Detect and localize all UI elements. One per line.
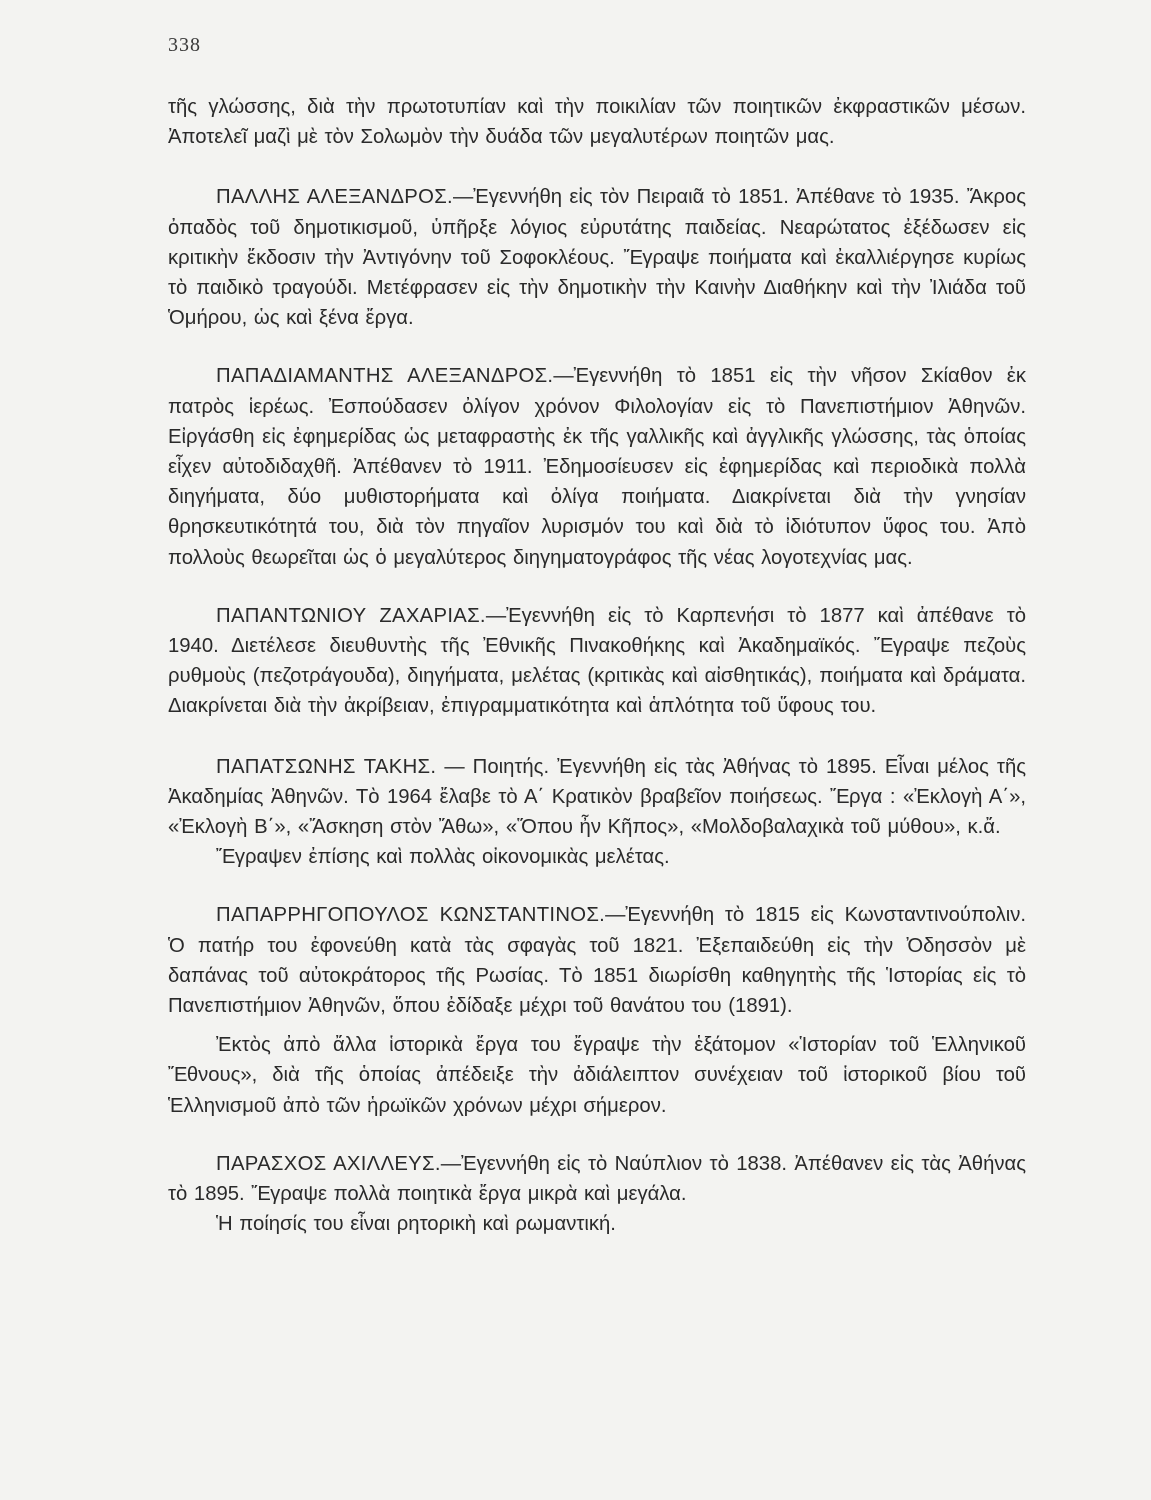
entry-name: ΠΑΠΑΝΤΩΝΙΟΥ ΖΑΧΑΡΙΑΣ. <box>216 604 486 627</box>
entry-paragraph <box>168 601 1026 722</box>
entry-name: ΠΑΛΛΗΣ ΑΛΕΞΑΝΔΡΟΣ. <box>216 186 453 209</box>
entry-paragraph: Ἔγραψεν ἐπίσης καὶ πολλὰς οἰκονομικὰς μελέτας. <box>216 846 670 869</box>
entry-text: —Ἐγεννήθη εἰς τὸν Πειραιᾶ τὸ 1851. Ἀπέθανε τὸ 1935. Ἄκρος ὀπαδὸς τοῦ δημοτικισμοῦ, ὑπῆρξε λόγιος εὐρυτάτης παιδείας. Νεαρώτατος ἐξέδωσεν εἰς κριτικὴν ἔκδοσιν τὴν Ἀντιγόνην τοῦ Σοφοκλέους. Ἔγραψε ποιήματα καὶ ἐκαλλιέργησε κυρίως τὸ παιδικὸ τραγούδι. Μετέφρασεν εἰς τὴν δημοτικὴν τὴν Καινὴν Διαθήκην καὶ τὴν Ἰλιάδα τοῦ Ὁμήρου, ὡς καὶ ξένα ἔργα. <box>168 186 1026 330</box>
entry-paragraph <box>168 182 1026 333</box>
entry-intro <box>168 92 1026 152</box>
entry-paragraph <box>168 1149 1026 1209</box>
entry-paragraph <box>168 361 1026 572</box>
entry-name: ΠΑΠΑΡΡΗΓΟΠΟΥΛΟΣ ΚΩΝΣΤΑΝΤΙΝΟΣ. <box>216 904 606 927</box>
entry-paragraph: τῆς γλώσσης, διὰ τὴν πρωτοτυπίαν καὶ τὴν ποικιλίαν τῶν ποιητικῶν ἐκφραστικῶν μέσων. Ἀποτελεῖ μαζὶ μὲ τὸν Σολωμὸν τὴν δυάδα τῶν μεγαλυτέρων ποιητῶν μας. <box>168 96 1026 149</box>
entry-papadiamantis <box>168 361 1026 572</box>
page-content <box>168 92 1026 1240</box>
entry-paragraph <box>168 900 1026 1021</box>
entry-paragraph: Ἡ ποίησίς του εἶναι ρητορικὴ καὶ ρωμαντική. <box>216 1213 616 1236</box>
entry-text: —Ἐγεννήθη εἰς τὸ Ναύπλιον τὸ 1838. Ἀπέθανεν εἰς τὰς Ἀθήνας τὸ 1895. Ἔγραψε πολλὰ ποιητικὰ ἔργα μικρὰ καὶ μεγάλα. <box>168 1152 1026 1206</box>
entry-paraschos <box>168 1149 1026 1240</box>
entry-text: —Ἐγεννήθη τὸ 1851 εἰς τὴν νῆσον Σκίαθον ἐκ πατρὸς ἱερέως. Ἐσπούδασεν ὀλίγον χρόνον Φιλολογίαν εἰς τὸ Πανεπιστήμιον Ἀθηνῶν. Εἰργάσθη εἰς ἐφημερίδας ὡς μεταφραστὴς ἐκ τῆς γαλλικῆς καὶ ἀγγλικῆς γλώσσης, τὰς ὁποίας εἶχεν αὐτοδιδαχθῆ. Ἀπέθανεν τὸ 1911. Ἐδημοσίευσεν εἰς ἐφημερίδας καὶ περιοδικὰ πολλὰ διηγήματα, δύο μυθιστορήματα καὶ ὀλίγα ποιήματα. Διακρίνεται διὰ τὴν γνησίαν θρησκευτικότητά του, διὰ τὸν πηγαῖον λυρισμόν του καὶ διὰ τὸ ἰδιότυπον ὕφος του. Ἀπὸ πολλοὺς θεωρεῖται ὡς ὁ μεγαλύτερος διηγηματογράφος τῆς νέας λογοτεχνίας μας. <box>168 365 1026 569</box>
entry-name: ΠΑΠΑΔΙΑΜΑΝΤΗΣ ΑΛΕΞΑΝΔΡΟΣ. <box>216 365 554 388</box>
entry-name: ΠΑΠΑΤΣΩΝΗΣ ΤΑΚΗΣ. <box>216 755 437 778</box>
entry-papatsonis <box>168 752 1026 873</box>
entry-text: —Ἐγεννήθη εἰς τὸ Καρπενήσι τὸ 1877 καὶ ἀπέθανε τὸ 1940. Διετέλεσε διευθυντὴς τῆς Ἐθνικῆς Πινακοθήκης καὶ Ἀκαδημαϊκός. Ἔγραψε πεζοὺς ρυθμοὺς (πεζοτράγουδα), διηγήματα, μελέτας (κριτικὰς καὶ αἰσθητικάς), ποιήματα καὶ δράματα. Διακρίνεται διὰ τὴν ἀκρίβειαν, ἐπιγραμματικότητα καὶ ἁπλότητα τοῦ ὕφους του. <box>168 604 1026 718</box>
entry-text: —Ἐγεννήθη τὸ 1815 εἰς Κωνσταντινούπολιν. Ὁ πατήρ του ἐφονεύθη κατὰ τὰς σφαγὰς τοῦ 1821. Ἐξεπαιδεύθη εἰς τὴν Ὀδησσὸν μὲ δαπάνας τοῦ αὐτοκράτορος τῆς Ρωσίας. Τὸ 1851 διωρίσθη καθηγητὴς τῆς Ἱστορίας εἰς τὸ Πανεπιστήμιον Ἀθηνῶν, ὅπου ἐδίδαξε μέχρι τοῦ θανάτου του (1891). <box>168 904 1026 1018</box>
page-number: 338 <box>168 34 201 56</box>
entry-paragraph: Ἐκτὸς ἀπὸ ἄλλα ἱστορικὰ ἔργα του ἔγραψε τὴν ἑξάτομον «Ἱστορίαν τοῦ Ἑλληνικοῦ Ἔθνους», διὰ τῆς ὁποίας ἀπέδειξε τὴν ἀδιάλειπτον συνέχειαν τοῦ ἱστορικοῦ βίου τοῦ Ἑλληνισμοῦ ἀπὸ τῶν ἡρωϊκῶν χρόνων μέχρι σήμερον. <box>168 1034 1026 1117</box>
entry-paragraph <box>168 752 1026 843</box>
entry-paparrigopoulos <box>168 900 1026 1120</box>
entry-text: — Ποιητής. Ἐγεννήθη εἰς τὰς Ἀθήνας τὸ 1895. Εἶναι μέλος τῆς Ἀκαδημίας Ἀθηνῶν. Τὸ 1964 ἔλαβε τὸ Α΄ Κρατικὸν βραβεῖον ποιήσεως. Ἔργα : «Ἐκλογὴ Α΄», «Ἐκλογὴ Β΄», «Ἄσκηση στὸν Ἄθω», «Ὅπου ἦν Κῆπος», «Μολδοβαλαχικὰ τοῦ μύθου», κ.ἄ. <box>168 755 1026 839</box>
entry-name: ΠΑΡΑΣΧΟΣ ΑΧΙΛΛΕΥΣ. <box>216 1152 441 1175</box>
entry-pallis <box>168 182 1026 333</box>
entry-papantoniou <box>168 601 1026 722</box>
